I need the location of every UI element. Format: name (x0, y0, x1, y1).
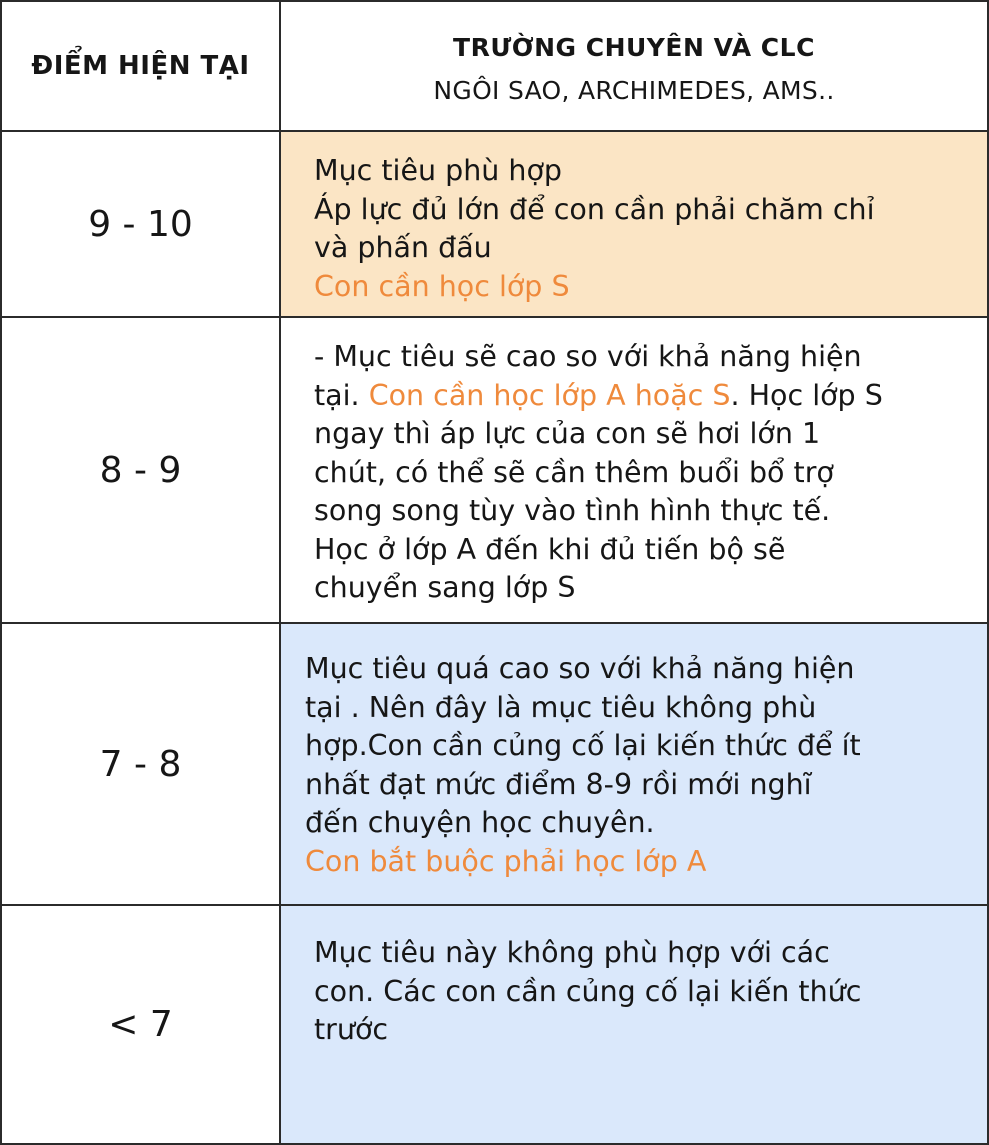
header-school-title: TRƯỜNG CHUYÊN VÀ CLC (453, 33, 815, 62)
advice-line: ngay thì áp lực của con sẽ hơi lớn 1 (314, 417, 821, 450)
header-school-subtitle: NGÔI SAO, ARCHIMEDES, AMS.. (433, 76, 835, 105)
advice-text: tại. (314, 378, 369, 412)
advice-highlight: Con cần học lớp A hoặc S (368, 378, 731, 412)
score-label: 7 - 8 (99, 743, 182, 785)
advice-line: - Mục tiêu sẽ cao so với khả năng hiện (314, 340, 862, 373)
advice-line: Mục tiêu quá cao so với khả năng hiện (305, 652, 855, 685)
header-current-score (0, 0, 281, 132)
advice-line: trước (314, 1013, 389, 1046)
advice-line: hợp.Con cần củng cố lại kiến thức để ít (305, 729, 861, 762)
score-cell-9-10 (0, 130, 281, 318)
advice-line: song song tùy vào tình hình thực tế. (314, 494, 831, 527)
advice-highlight: Con bắt buộc phải học lớp A (305, 844, 707, 878)
advice-text: . Học lớp S (730, 378, 883, 412)
score-cell-below-7 (0, 904, 281, 1145)
advice-cell-7-8 (279, 622, 989, 906)
advice-line: Học ở lớp A đến khi đủ tiến bộ sẽ (314, 532, 786, 566)
score-label: < 7 (108, 1004, 173, 1045)
score-cell-7-8 (0, 622, 281, 906)
advice-line: đến chuyện học chuyên. (305, 806, 655, 839)
advice-cell-below-7 (279, 904, 989, 1145)
score-label: 8 - 9 (99, 449, 182, 491)
advice-cell-9-10 (279, 130, 989, 318)
advice-line: con. Các con cần củng cố lại kiến thức (314, 974, 862, 1008)
advice-line: Mục tiêu này không phù hợp với các (314, 936, 830, 969)
advice-line: chuyển sang lớp S (314, 571, 576, 604)
header-school-type (279, 0, 989, 132)
advice-line: Mục tiêu phù hợp (314, 154, 562, 187)
advice-line: và phấn đấu (314, 231, 492, 264)
score-label: 9 - 10 (88, 203, 193, 245)
advice-cell-8-9 (279, 316, 989, 624)
advice-line: tại . Nên đây là mục tiêu không phù (305, 690, 817, 724)
advice-line-mixed (314, 377, 987, 416)
advice-line: Áp lực đủ lớn để con cần phải chăm chỉ (314, 192, 875, 226)
advice-line: nhất đạt mức điểm 8-9 rồi mới nghĩ (305, 767, 812, 801)
score-cell-8-9 (0, 316, 281, 624)
header-current-score-label: ĐIỂM HIỆN TẠI (31, 51, 250, 81)
advice-line: chút, có thể sẽ cần thêm buổi bổ trợ (314, 455, 834, 489)
advice-highlight: Con cần học lớp S (314, 269, 570, 303)
